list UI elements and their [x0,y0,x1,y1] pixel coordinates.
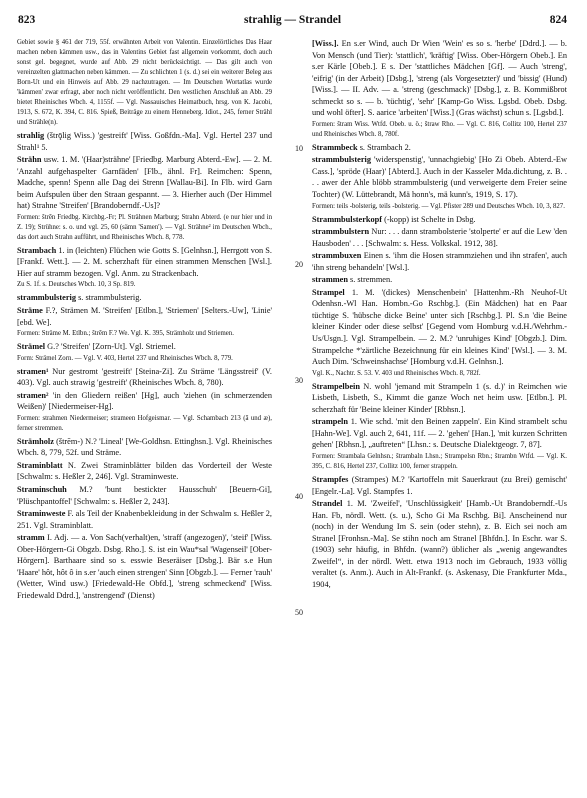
dictionary-entry: Strampfes (Strampes) M.? 'Kartoffeln mit Sauerkraut (zu Brei) gemischt' [Engelr.-La]. Vgl. Stampfes 1. [312,474,567,496]
headword: Strampelbein [312,381,360,391]
dictionary-entry: stramm I. Adj. — a. Von Sach(verhalt)en, 'straff (angezogen)', 'steif' [Wiss. Ober-Hörgern-Gi Obgzb. Dsbg. Rho.]. S. ist ein Wau*sal 'Wagenseil' [Ober-Hörgern]. Barthaare sind so s. esswie Beseräiser [Dsbg.]. Bär s.e Hun 'Haare' hôt, hôt ô in s.er 'auch einen strengen' Sinn [Obgzb.]. — Ferner 'rauh' (Wetter, Wind usw.) [Friedewald-He Obfd.], 'streng schmeckend' [Wiss. Friedewald Ddrd.], 'anstrengend' (Dienst) [17,533,272,600]
headword: Strammbulsterkopf [312,214,383,224]
headword: strahlig [17,131,45,140]
dictionary-entry: Strampel 1. M. '(dickes) Menschenbein' [Hattenhm.-Rh Neuhof-Ut Odenhsn.-Wl Han. Hombn.-Go Rschbg.]. (Ein Mädchen) hat en Paar tüchtige S. 'hübsche dicke Beine' unter sich [Rschbg.]. Pl. S.n 'die Beine kleiner Kinder oder diese selbst' [Gegend vom Homburg v.d.H./Wehrhm.-Us/Usgn.]. Vgl. Strampelbein. — 2. M.? 'unruhiges Kind' [Obgzb.]. Dim. Strampelche *'zärtliche Bezeichnung für ein kleines Kind' [Wsl.]. — 3. M. Auch Dim. 'Schweinshachse' [Homburg v.d.H. Gelnhsn.]. [312,287,567,367]
headword: strammbulsterig [312,155,371,165]
headword: strampeln [312,417,348,427]
left-column [17,38,272,790]
dictionary-entry: Straminweste F. als Teil der Knabenbekleidung in der Schwalm s. Heßler 2, 251. Vgl. Straminblatt. [17,509,272,530]
header-title: strahlig — Strandel [243,14,342,26]
dictionary-entry: Strammbulsterkopf (-kopp) ist Schelte in Dsbg. [312,214,476,224]
headword: Strambach [17,245,57,255]
dictionary-entry: Straminschuh M.? 'bunt bestickter Hausschuh' [Beuern-Gi], 'Plüschpantoffel' [Schwalm: s. Heßler 2, 243]. [17,485,272,506]
entry-note: Formen: štram Wiss. Wtfd. Obeb. u. ö.; štraw Rho. — Vgl. C. 816, Collitz 100, Hertel 237 und Rheinisches Wbch. 8, 780f. [312,120,567,138]
headword: stramen² [17,390,49,400]
entry-note: Formen: strahmen Niedermeiser; strameen Hofgeismar. — Vgl. Schambach 213 (ā und æ), ferner stremmen. [17,414,272,432]
entry-note: Zu S. 1f. s. Deutsches Wbch. 10, 3 Sp. 819. [17,281,136,289]
dictionary-entry: strammen s. stremmen. [312,275,393,285]
dictionary-entry: Strambach 1. in (leichten) Flüchen wie Gotts S. [Gelnhsn.], Herrgott von S. [Frankf. Wett.]. — 2. M. scherzhaft für einen strammen Menschen [Wsl.]. Hier auf stramm bezogen. Vgl. Anm. zu Strackenbach. [17,245,272,278]
headword: Strammbeck [312,142,358,152]
headword: Straminblatt [17,460,63,470]
dictionary-entry: stramen¹ Nur gestromt 'gestreift' [Steina-Zi]. Zu Sträme 'Längsstreif' (V. 403). Vgl. auch strawig 'gestreift' (Rheinisches Wbch. 8, 780). [17,366,272,388]
line-number: 50 [295,608,303,617]
dictionary-entry: Sträme F.?, Strämen M. 'Streifen' [Etlbn.], 'Striemen' [Selters.-Uw], 'Linie' [ebd. We]. [17,306,272,327]
entry-note: Form: Strämel Zorn. — Vgl. V. 403, Hertel 237 und Rheinisches Wbch. 8, 779. [17,354,233,362]
headword: Strämholz [17,436,54,446]
entry-note: Gebiet sowie § 461 der 719, 55f. erwähnten Arbeit von Valentin. Einzelörtliches Das Haar machen neben kämmen usw., das in Valentins Gebiet fast allgemein vorkommt, doch auch sonst gel. begegnet, wurde auf Abb. 29 nicht berücksichtigt. — Das gilt auch von vereinzelten glattmachen neben kämmen. — Zu schlichten 1 (s. d.) sei ein weiterer Beleg aus Born-Ut und ein Hinweis auf Abb. 29 nachzutragen. — Im Deutschen Wortatlas wurde 'kämmen' zwar erfragt, aber noch nicht veröffentlicht. Den westlichen Anschluß an Abb. 29 bietet Rheinisches Wbch. 4, 1155f. — Vgl. Nassauisches Heimatbuch, hrsg. von K. Jacobi, 1913, S. 672, K. 394, C. 816. Spieß, Beiträge zu einem Henneberg. Idiot., 245, ferner Strähl und Strähle(n). [17,39,272,126]
dictionary-entry: Straminblatt N. Zwei Straminblätter bilden das Vorderteil der Weste [Schwalm: s. Heßler 2, 246]. Vgl. Straminweste. [17,460,272,482]
entry-note: Vgl. K., Nachtr. S. 53. V. 403 und Rheinisches Wbch. 8, 782f. [312,369,481,377]
line-number: 10 [295,144,303,153]
page-number-right: 824 [549,14,567,26]
dictionary-entry: strammbuxen Einen s. 'ihm die Hosen strammziehen und ihn strafen', auch 'ihn streng behandeln' [Wsl.]. [312,251,567,272]
headword: stramm [17,533,45,543]
headword: Strampel [312,287,345,297]
entry-note: Formen: štrēn Friedbg. Kirchbg.-Fr; Pl. Strähnen Marburg; Strahn Abterd. (e nur hier und in Z. 19); Strühne: s. o. und vgl. 25, 60 (sämn 'Samen'). — Vgl. Strähne² im Deutschen Wbch., das dort auch Strahn aufführt, und Rheinisches Wbch. 8, 778. [17,213,272,241]
headword: strammbulstern [312,227,370,237]
headword: Straminweste [17,509,66,519]
headword: stramen¹ [17,366,49,376]
line-number: 20 [295,260,303,269]
dictionary-entry: strammbulstern Nur: . . . dann strambolsterie 'stolperte' er auf die Lew 'den Hausboden' . . . [Schwalm: s. Hess. Volkskal. 1912, 38]. [312,227,567,248]
headword: Strampfes [312,474,349,484]
headword: strammbuxen [312,251,362,261]
line-number: 40 [295,492,303,501]
headword: Sträme [17,306,43,316]
dictionary-entry: Strampelbein N. wohl 'jemand mit Strampeln 1 (s. d.)' in Reimchen wie Lisbeth, Lisbeth, S., Kimmt die ganze Woch net heim usw. [Etlbn.]. Pl. scherzhaft für 'Beine kleiner Kinder' [Rbhsn.]. [312,381,567,414]
dictionary-entry: strammbulsterig s. strammbulsterig. [17,293,142,303]
running-header [18,14,567,30]
headword: strammbulsterig [17,293,76,303]
line-number: 30 [295,376,303,385]
dictionary-entry: strammbulsterig 'widerspenstig', 'unnachgiebig' [Ho Zi Obeb. Abterd.-Ew Cass.], 'spröde (Haar)' [Abterd.]. Auch in der Kasseler Mda.dichtung, z. B. . . . awer der Ahle blöbb strammbulsterig (und verweigerte dem Freier seine Tochter) (W. Lüttebrandt, Mä honn's, mä kunn's, 1919, S. 17). [312,155,567,200]
entry-note: Formen: Sträme M. Etlbn.; štrēm F.? We. Vgl. K. 395, Strämholz und Striemen. [17,330,234,338]
dictionary-entry: stramen² 'in den Gliedern reißen' [Hg], auch 'ziehen (in schmerzenden Weißen)' [Niedermeiser-Hg]. [17,390,272,412]
entry-note: Formen: teils -bolsterig, teils -bolsterig. — Vgl. Pfister 289 und Deutsches Wbch. 10, 3, 827. [312,202,565,210]
entry-note: Formen: Strambala Gelnhsn.; štrambaln Lhsn.; Strampelsn Rbn.; štrambn Wtfd. — Vgl. K. 395, C. 816, Hertel 237, Collitz 100, ferner strappeln. [312,452,567,470]
headword: strammen [312,275,348,285]
headword: Strandel [312,499,343,509]
dictionary-entry: Strämholz (štrēm-) N.? 'Lineal' [We-Goldhsn. Ettinghsn.]. Vgl. Rheinisches Wbch. 8, 779, 52f. und Sträme. [17,436,272,458]
dictionary-entry: Strämel G.? 'Streifen' [Zorn-Ut]. Vgl. Striemel. [17,342,176,352]
page-number-left: 823 [18,14,36,26]
dictionary-entry: strahlig (štrǭlig Wiss.) 'gestreift' [Wiss. Goßfdn.-Ma]. Vgl. Hertel 237 und Strahl¹ 5. [17,131,272,152]
headword: Strämel [17,342,46,352]
dictionary-entry: strampeln 1. Wie schd. 'mit den Beinen zappeln'. Ein Kind strambelt schu [Hahn-We]. Vgl. auch 2, 641, 11f. — 2. 'gehen' [Han.], 'mit kurzen Schritten gehen' [Rbhsn.], „auftreten“ [Lhsn.: s. Deutsche Dialektgeogr. 7, 87]. [312,417,567,450]
dictionary-entry: Strähn usw. 1. M. '(Haar)strähne' [Friedbg. Marburg Abterd.-Ew]. — 2. M. 'Anzahl aufgehaspelter Garnfäden' [Flb., ähnl. Fr]. Reimchen: Spenn, Madche, spenn! Spenn alle Dag dei Strenn [Wallau-Bi]. In Flb. wird Garn beim Aufspulen über den Straan gespannt. — 3. Hierher auch (Der Himmel hat) Strahne 'Streifen' [Brandoberndf.-Us]? [17,155,272,211]
right-column [312,38,567,790]
headword: Straminschuh [17,485,67,495]
headword: [Wiss.]. [312,39,339,48]
dictionary-entry: Strandel 1. M. 'Zweifel', 'Unschlüssigkeit' [Hamb.-Ut Brandoberndf.-Us Han. Fb, nördl. Wett. (s. u.), Scho Gi Ma Rschbg. Bi]. Anscheinend nur (noch) in der Wendung Im S. sein (oder stehn), z. B. Eich sei noch am Stranel [Fronhsn.-Ma]. Se stihn noch am Stranel [Bhfdn.]. In Eschr. war S. (1903) sehr häufig, in Bhfdn. (wann?) üblicher als „wenig angewandtes Zweifel“, in der nördl. Wett. etwa 1913 noch im Gebrauch, 1933 völlig veraltet (s. Anm.). Auch in Alt-Frankf. (s. Askenasy, Die Frankfurter Mda., 1904, [312,499,567,589]
dictionary-entry: Strammbeck s. Strambach 2. [312,142,411,152]
dictionary-entry: [Wiss.]. En s.er Wind, auch Dr Wien 'Wein' es so s. 'herbe' [Ddrd.]. — b. Von Mensch (und Tier): 'stattlich', 'kräftig' [Wiss. Ober-Hörgern Obeb.]. En s.er Kärle [Obeb.]. E s. Der 'stattliches Mädchen [Gf]. — Auch 'streng', 'eifrig' (in der Arbeit) [Dsbg.], 'streng (als Vorgesetzter)' und 'bissig' (Hund) [Wiss.]. — II. Adv. — a. 'streng (geschmack)' [Dsbg.], z. B. Kommißbrot schmeckt so s. — b. 'tüchtig', 'sehr' [Kamp-Go Wiss. Lgsbd. Obeb. Dsbg. und wohl öfter]. S. aarice 'arbeiten' [Wiss.] (Gras wächst) schun s. [Lgsbd.]. [312,39,567,118]
headword: Strähn [17,155,42,165]
